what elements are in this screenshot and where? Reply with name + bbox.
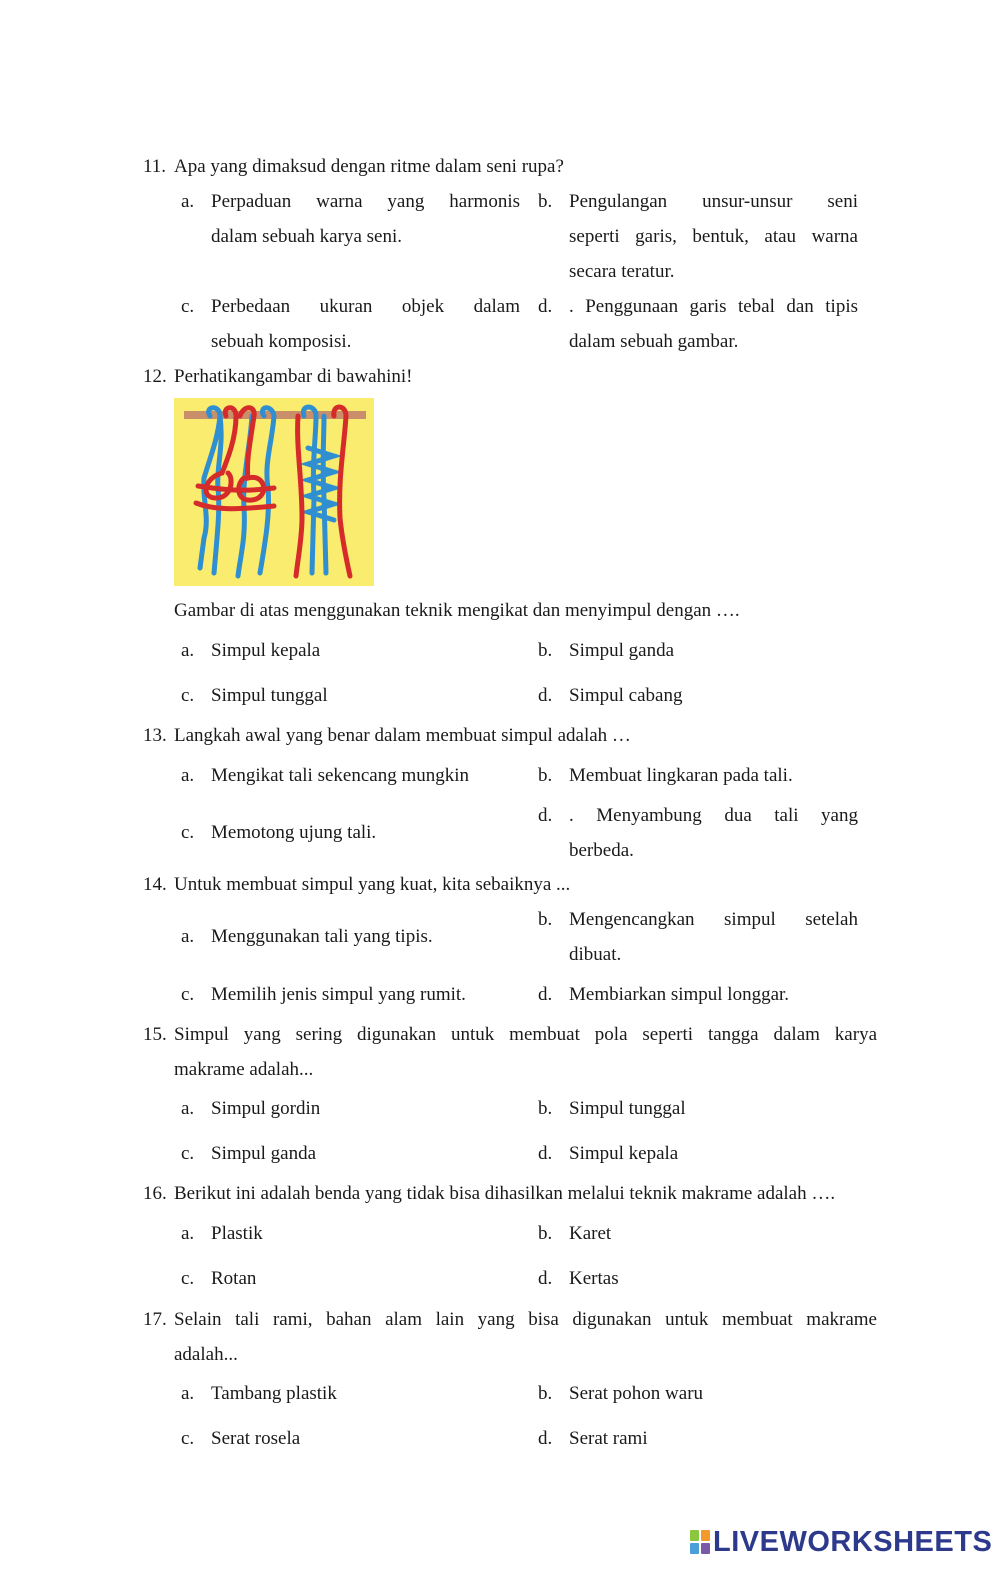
option-letter-a[interactable]: a. <box>181 765 195 786</box>
liveworksheets-logo[interactable] <box>690 1525 992 1559</box>
option-b-text[interactable]: Membuat lingkaran pada tali. <box>569 765 793 786</box>
option-letter-a[interactable]: a. <box>181 1098 195 1119</box>
option-letter-b[interactable]: b. <box>538 1383 553 1404</box>
option-letter-d[interactable]: d. <box>538 1428 553 1449</box>
option-letter-b[interactable]: b. <box>538 1098 553 1119</box>
option-letter-a[interactable]: a. <box>181 1383 195 1404</box>
question-text: Langkah awal yang benar dalam membuat simpul adalah … <box>174 725 631 746</box>
option-b-text[interactable]: Simpul ganda <box>569 640 675 661</box>
option-a-text[interactable]: Plastik <box>211 1223 263 1244</box>
question-number: 11. <box>143 156 167 177</box>
option-d-text[interactable]: Membiarkan simpul longgar. <box>569 984 790 1005</box>
question-text: Berikut ini adalah benda yang tidak bisa dihasilkan melalui teknik makrame adalah …. <box>174 1183 836 1204</box>
option-letter-d[interactable]: d. <box>538 1268 553 1289</box>
option-letter-c[interactable]: c. <box>181 685 195 706</box>
option-d-text[interactable]: Simpul cabang <box>569 685 683 706</box>
option-a-text[interactable]: Tambang plastik <box>211 1383 337 1404</box>
option-letter-d[interactable]: d. <box>538 1143 553 1164</box>
question-text: Perhatikangambar di bawahini! <box>174 366 413 387</box>
option-c-line[interactable]: Perbedaan ukuran objek dalam <box>211 296 520 317</box>
option-d-text[interactable]: Simpul kepala <box>569 1143 679 1164</box>
logo-text: LIVEWORKSHEETS <box>713 1525 993 1558</box>
option-a-line[interactable]: dalam sebuah karya seni. <box>211 226 402 247</box>
option-letter-c[interactable]: c. <box>181 296 195 317</box>
option-letter-d[interactable]: d. <box>538 685 553 706</box>
question-number: 13. <box>143 725 167 746</box>
option-letter-d[interactable]: d. <box>538 984 553 1005</box>
question-text: Apa yang dimaksud dengan ritme dalam seni rupa? <box>174 156 564 177</box>
option-a-text[interactable]: Menggunakan tali yang tipis. <box>211 926 433 947</box>
question-text-line: makrame adalah... <box>174 1059 314 1080</box>
option-b-text[interactable]: Serat pohon waru <box>569 1383 704 1404</box>
question-number: 16. <box>143 1183 167 1204</box>
option-letter-a[interactable]: a. <box>181 1223 195 1244</box>
question-text: Untuk membuat simpul yang kuat, kita sebaiknya ... <box>174 874 571 895</box>
option-b-line[interactable]: Pengulangan unsur-unsur seni <box>569 191 858 212</box>
question-text-line: Selain tali rami, bahan alam lain yang bisa digunakan untuk membuat makrame <box>174 1309 877 1330</box>
option-letter-d[interactable]: d. <box>538 805 553 826</box>
option-c-line[interactable]: sebuah komposisi. <box>211 331 352 352</box>
question-prompt: Gambar di atas menggunakan teknik mengikat dan menyimpul dengan …. <box>174 600 740 621</box>
option-letter-c[interactable]: c. <box>181 984 195 1005</box>
option-c-text[interactable]: Rotan <box>211 1268 257 1289</box>
option-c-text[interactable]: Simpul tunggal <box>211 685 328 706</box>
option-letter-b[interactable]: b. <box>538 765 553 786</box>
option-letter-c[interactable]: c. <box>181 1143 195 1164</box>
option-d-text[interactable]: Kertas <box>569 1268 619 1289</box>
option-d-text[interactable]: Serat rami <box>569 1428 648 1449</box>
option-b-line[interactable]: seperti garis, bentuk, atau warna <box>569 226 858 247</box>
option-letter-c[interactable]: c. <box>181 1428 195 1449</box>
option-letter-a[interactable]: a. <box>181 640 195 661</box>
option-a-text[interactable]: Simpul kepala <box>211 640 321 661</box>
option-letter-a[interactable]: a. <box>181 191 195 212</box>
option-b-line[interactable]: secara teratur. <box>569 261 675 282</box>
question-number: 15. <box>143 1024 167 1045</box>
option-b-line[interactable]: Mengencangkan simpul setelah <box>569 909 858 930</box>
option-a-line[interactable]: Perpaduan warna yang harmonis <box>211 191 520 212</box>
question-number: 17. <box>143 1309 167 1330</box>
option-letter-a[interactable]: a. <box>181 926 195 947</box>
macrame-knot-icon <box>174 398 374 586</box>
option-c-text[interactable]: Memilih jenis simpul yang rumit. <box>211 984 466 1005</box>
option-letter-b[interactable]: b. <box>538 640 553 661</box>
macrame-knot-illustration <box>174 398 374 586</box>
option-a-text[interactable]: Simpul gordin <box>211 1098 321 1119</box>
option-letter-d[interactable]: d. <box>538 296 553 317</box>
option-b-line[interactable]: dibuat. <box>569 944 622 965</box>
option-d-line[interactable]: dalam sebuah gambar. <box>569 331 739 352</box>
option-letter-c[interactable]: c. <box>181 1268 195 1289</box>
option-d-line[interactable]: . Menyambung dua tali yang <box>569 805 858 826</box>
question-text-line: Simpul yang sering digunakan untuk membuat pola seperti tangga dalam karya <box>174 1024 877 1045</box>
option-a-text[interactable]: Mengikat tali sekencang mungkin <box>211 765 470 786</box>
question-text-line: adalah... <box>174 1344 238 1365</box>
option-letter-b[interactable]: b. <box>538 909 553 930</box>
option-c-text[interactable]: Memotong ujung tali. <box>211 822 377 843</box>
option-letter-b[interactable]: b. <box>538 191 553 212</box>
option-b-text[interactable]: Karet <box>569 1223 612 1244</box>
option-letter-c[interactable]: c. <box>181 822 195 843</box>
option-d-line[interactable]: berbeda. <box>569 840 634 861</box>
option-c-text[interactable]: Serat rosela <box>211 1428 301 1449</box>
option-c-text[interactable]: Simpul ganda <box>211 1143 317 1164</box>
question-number: 12. <box>143 366 167 387</box>
liveworksheets-logo-icon <box>690 1530 710 1554</box>
option-letter-b[interactable]: b. <box>538 1223 553 1244</box>
option-d-line[interactable]: . Penggunaan garis tebal dan tipis <box>569 296 858 317</box>
question-number: 14. <box>143 874 167 895</box>
option-b-text[interactable]: Simpul tunggal <box>569 1098 686 1119</box>
